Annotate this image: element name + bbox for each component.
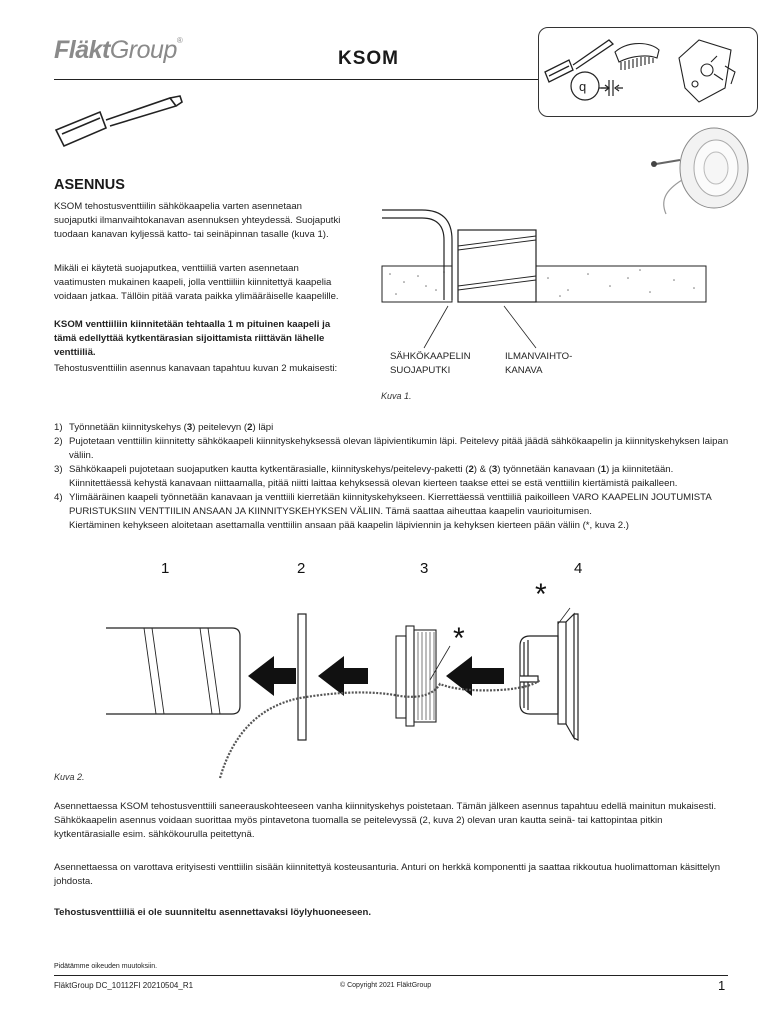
step-ref: 2 xyxy=(247,422,253,433)
screwdriver-icon xyxy=(545,40,613,82)
leader-line-duct xyxy=(504,306,536,348)
conduit-label-line-1: SÄHKÖKAAPELIN xyxy=(390,351,471,362)
duct-label-line-2: KANAVA xyxy=(505,365,543,376)
ceiling-slab-left xyxy=(382,266,452,302)
figure-1-caption: Kuva 1. xyxy=(381,391,412,401)
gap-symbol-label: q xyxy=(579,79,587,94)
figure-2-number-1: 1 xyxy=(161,560,170,577)
figure-1-diagram xyxy=(378,200,728,350)
tools-illustration-box xyxy=(538,27,758,117)
electric-cable xyxy=(220,680,540,778)
bracket-part-icon xyxy=(679,40,735,102)
figure-2-number-4: 4 xyxy=(574,560,583,577)
step-text: Sähkökaapeli pujotetaan suojaputken kautta kytkentärasialle, kiinnityskehys/peitelevy-paketti ( xyxy=(69,464,469,475)
tools-illustration xyxy=(539,28,757,116)
step-number: 2) xyxy=(54,436,63,447)
step-text-continued: Kiertäminen kehykseen aloitetaan asettamalla venttiilin ansaan pää kaapelin läpiviennin ja kehyksen kierteen pään väliin (*, kuva 2.) xyxy=(69,520,629,531)
installation-steps xyxy=(54,421,734,533)
duct-label-line-1: ILMANVAIHTO- xyxy=(505,351,573,362)
page-number: 1 xyxy=(718,978,726,993)
cover-plate-part-2 xyxy=(298,614,306,740)
rights-reserved-note: Pidätämme oikeuden muutoksiin. xyxy=(54,963,158,970)
brand-name-primary: Fläkt xyxy=(54,36,110,64)
step-ref: 1 xyxy=(600,464,607,475)
figure-1-label-duct xyxy=(505,350,572,378)
insertion-arrows xyxy=(248,656,504,696)
figure-2-number-2: 2 xyxy=(297,560,306,577)
section-heading: ASENNUS xyxy=(54,177,125,193)
screwdriver-large-icon xyxy=(54,94,186,150)
arrow-left-icon xyxy=(318,656,368,696)
valve-part-4 xyxy=(520,614,578,740)
star-leader-line xyxy=(430,646,450,680)
figure-2-diagram xyxy=(100,600,620,780)
step-text: Pujotetaan venttiilin kiinnitetty sähkökaapeli kiinnityskehyksessä olevan läpivientikumin läpi. Peitelevy pitää jäädä sähkökaapelin ja kiinnityskehyksen laipan väliin. xyxy=(69,436,729,461)
step-text: Työnnetään kiinnityskehys ( xyxy=(69,422,187,433)
footer-document-id: FläktGroup DC_10112FI 20210504_R1 xyxy=(54,981,194,990)
brand-registered-mark: ® xyxy=(176,36,183,45)
arrow-left-icon xyxy=(248,656,296,696)
figure-1-label-conduit xyxy=(390,350,471,378)
mounting-frame-part-3 xyxy=(396,626,436,726)
step-text: ) ja kiinnitetään. Kiinnitettäessä kehystä kanavaan niittaamalla, pitää niitti laittaa kehyksessä olevan kierteen taakse ettei se estä venttiilin kiertämistä paikalleen. xyxy=(69,464,678,489)
step-number: 3) xyxy=(54,464,63,475)
brand-name-secondary: Group xyxy=(109,36,177,64)
step-3 xyxy=(54,463,734,491)
intro-paragraph: KSOM tehostusventtiilin sähkökaapelia varten asennetaan suojaputki ilmanvaihtokanavan asennuksen yhteydessä. Suojaputki tuodaan kanavan kyljessä katto- tai seinäpinnan tasalle (kuva 1). xyxy=(54,201,341,240)
duct-part-1 xyxy=(106,628,240,714)
leader-line-conduit xyxy=(424,306,448,348)
brush-icon xyxy=(615,44,659,71)
figure-2-caption: Kuva 2. xyxy=(54,772,85,782)
step-number: 1) xyxy=(54,422,63,433)
footer-rule xyxy=(54,975,728,976)
cable-note-bold: KSOM venttiiliin kiinnitetään tehtaalla 1 m pituinen kaapeli ja tämä edellyttää kytkentärasian sijoittamista riittävän lähelle venttiiliä. xyxy=(54,319,331,358)
step-1 xyxy=(54,421,734,435)
step-text: ) peitelevyn ( xyxy=(192,422,248,433)
step-text: Ylimääräinen kaapeli työnnetään kanavaan ja venttiili kierretään kiinnityskehykseen. Kierrettäessä venttiiliä paikoilleen VARO KAAPELIN JOUTUMISTA PURISTUKSIIN VENTTIILIN ANSAAN JA KIINNITYSKEHYKSEN VÄLIIN. Tämä saattaa aiheuttaa kaapelin vaurioitumisen. xyxy=(69,492,712,517)
step-2 xyxy=(54,435,734,463)
step-ref: 2 xyxy=(468,464,474,475)
figure-2-number-3: 3 xyxy=(420,560,429,577)
document-title: KSOM xyxy=(338,48,399,69)
step-number: 4) xyxy=(54,492,63,503)
step-4 xyxy=(54,491,734,533)
brand-logo xyxy=(54,36,182,65)
figure-2-star-small: * xyxy=(453,622,465,655)
sensor-warning-paragraph: Asennettaessa on varottava erityisesti venttiilin sisään kiinnitettyä kosteusanturia. Anturi on herkkä komponentti ja saattaa rikkoutua huolimattoman käsittelyn johdosta. xyxy=(54,862,721,887)
step-ref: 3 xyxy=(186,422,193,433)
sauna-warning-bold: Tehostusventtiiliä ei ole suunniteltu asennettavaksi löylyhuoneeseen. xyxy=(54,907,372,918)
step-text: ) läpi xyxy=(252,422,274,433)
step-text: ) työnnetään kanavaan ( xyxy=(497,464,601,475)
figure-2-star-large: * xyxy=(535,578,547,611)
footer-copyright: © Copyright 2021 FläktGroup xyxy=(340,982,432,989)
header-rule xyxy=(54,79,538,80)
installation-lead-paragraph: Tehostusventtiilin asennus kanavaan tapahtuu kuvan 2 mukaisesti: xyxy=(54,363,338,374)
step-ref: 3 xyxy=(491,464,498,475)
ceiling-slab-right xyxy=(536,266,706,302)
conduit-label-line-2: SUOJAPUTKI xyxy=(390,365,451,376)
cable-paragraph: Mikäli ei käytetä suojaputkea, venttiiliä varten asennetaan vaatimusten mukainen kaapeli, jolla venttiiliin kiinnitettyä kaapelia voidaan jatkaa. Tällöin pitää varata paikka ylimääräiselle kaapelille. xyxy=(54,263,339,302)
step-text: ) & ( xyxy=(473,464,492,475)
renovation-paragraph: Asennettaessa KSOM tehostusventtiili saneerauskohteeseen vanha kiinnityskehys poistetaan. Tämän jälkeen asennus tapahtuu edellä mainitun mukaisesti. Sähkökaapelin asennus voidaan suorittaa myös pintavetona tuomalla se peitelevyssä (2, kuva 2) olevan uran kautta seinä- tai kattopintaa pitkin kytkentärasialle esim. sähkökourulla peitettynä. xyxy=(54,801,717,840)
